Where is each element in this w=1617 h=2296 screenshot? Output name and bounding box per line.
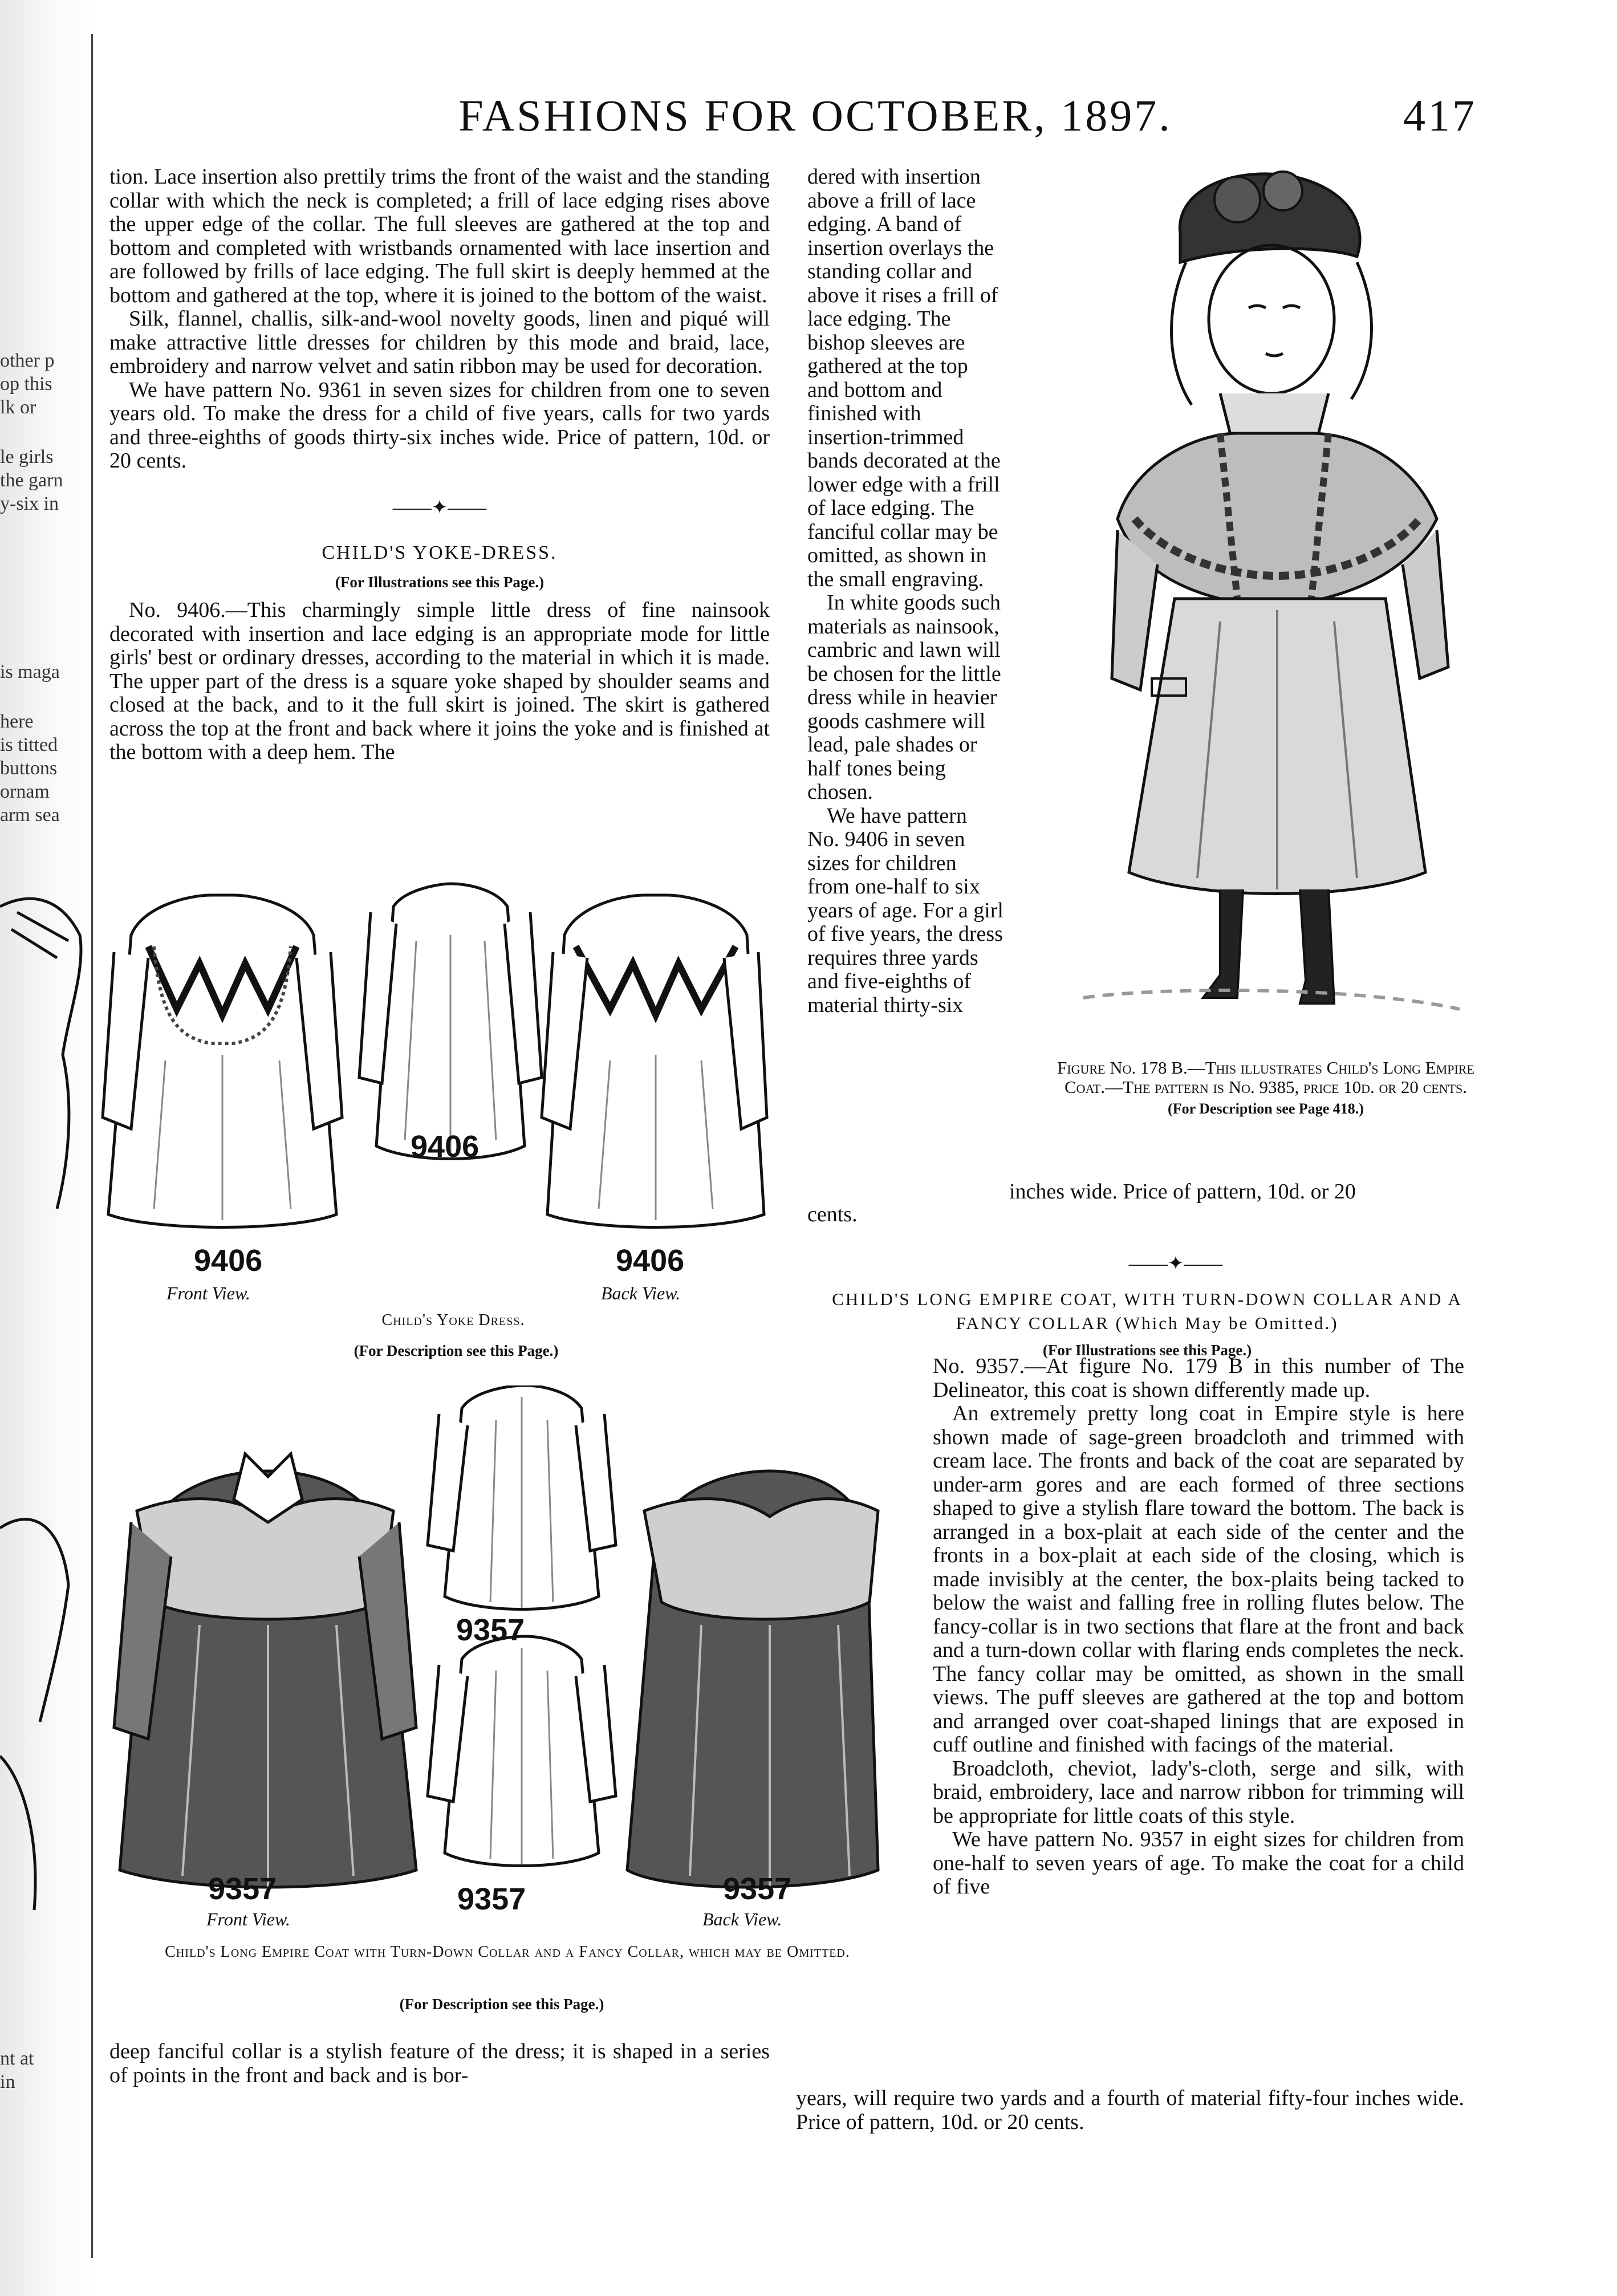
illustration-reference: (For Illustrations see this Page.) [1042, 1341, 1252, 1359]
paragraph: We have pattern No. 9357 in eight sizes for children from one-half to seven years of age. To make the coat for a child of five [933, 1827, 1464, 1899]
fragment-line: y-six in [0, 493, 59, 514]
illustration-reference: (For Illustrations see this Page.) [335, 573, 545, 591]
paragraph: Silk, flannel, challis, silk-and-wool novelty goods, linen and piqué will make attractive little dresses for children by this mode and braid, lace, embroidery and narrow velvet and satin ribbon may be used for decoration. [109, 307, 770, 378]
description-reference: (For Description see this Page.) [399, 1996, 604, 2013]
section-divider: ——✦—— [392, 497, 487, 518]
left-fragment-bottom [0, 2047, 91, 2094]
left-fragment-middle [0, 660, 91, 827]
column-right-body [933, 1355, 1464, 1899]
paragraph: dered with insertion above a frill of lace edging. A band of insertion overlays the standing collar and above it rises a frill of lace edging. The bishop sleeves are gathered at the top and bottom and finished with insertion-trimmed bands decorated at the lower edge with a frill of lace edging. The fanciful collar may be omitted, as shown in the small engraving. [807, 165, 1001, 591]
pattern-number-label: 9357 [208, 1872, 277, 1906]
fragment-line: buttons [0, 758, 58, 779]
paragraph: In white goods such materials as nainsook, cambric and lawn will be chosen for the little dress while in heavier goods cashmere will lead, pale shades or half tones being chosen. [807, 591, 1001, 804]
yoke-dress-illustrations [97, 872, 770, 1271]
section-title: CHILD'S LONG EMPIRE COAT, WITH TURN-DOWN COLLAR AND A FANCY COLLAR (Which May be Omitted.) [832, 1289, 1462, 1333]
section-title: CHILD'S YOKE-DRESS. [322, 542, 558, 563]
fragment-line: is titted [0, 734, 58, 755]
pattern-number-label: 9406 [411, 1129, 480, 1164]
paragraph: No. 9406.—This charmingly simple little dress of fine nainsook decorated with insertion and lace edging is an appropriate mode for little girls' best or ordinary dresses, according to the material in which it is made. The upper part of the dress is a square yoke shaped by shoulder seams and closed at the back, and to it the full skirt is joined. The skirt is gathered across the top at the front and back where it joins the yoke and is finished at the bottom with a deep hem. The [109, 598, 770, 764]
back-view-label: Back View. [601, 1283, 681, 1303]
paragraph: No. 9357.—At figure No. 179 B in this number of The Delineator, this coat is shown differently made up. [933, 1354, 1464, 1402]
column-left [109, 165, 770, 765]
front-view-label: Front View. [206, 1909, 290, 1929]
paragraph: We have pattern No. 9406 in seven sizes for children from one-half to six years of age. For a girl of five years, the dress requires three yards and five-eighths of material thirty-six [807, 803, 1003, 1017]
fragment-line: arm sea [0, 804, 60, 826]
column-right-tail [796, 2087, 1464, 2134]
paragraph: tion. Lace insertion also prettily trims the front of the waist and the standing collar with which the neck is completed; a frill of lace edging rises above the upper edge of the collar. The full sleeves are gathered at the top and bottom and completed with wristbands ornamented with lace insertion and are followed by frills of lace edging. The full skirt is deeply hemmed at the bottom and gathered at the top, where it is joined to the bottom of the waist. [109, 165, 770, 307]
page-number: 417 [1403, 91, 1477, 140]
column-bottom-left [109, 2040, 770, 2087]
back-view-label: Back View. [702, 1909, 782, 1929]
paragraph: We have pattern No. 9361 in seven sizes for children from one to seven years old. To make the dress for a child of five years, calls for two yards and three-eighths of goods thirty-six inches wide. Price of pattern, 10d. or 20 cents. [109, 377, 770, 473]
description-reference: (For Description see this Page.) [354, 1342, 559, 1359]
plate-caption: Child's Long Empire Coat with Turn-Down Collar and a Fancy Collar, which may be Omitted. [165, 1943, 850, 1961]
paragraph: years, will require two yards and a fourth of material fifty-four inches wide. Price of pattern, 10d. or 20 cents. [796, 2086, 1464, 2134]
column-right [830, 1252, 1464, 1368]
figure-178b-illustration [1049, 165, 1482, 1043]
text-line: cents. [807, 1202, 858, 1226]
figure-caption-text: Figure No. 178 B.—This illustrates Child's Long Empire Coat.—The pattern is No. 9385, price 10d. or 20 cents. [1057, 1058, 1474, 1097]
column-middle-tail [1009, 1180, 1471, 1204]
paragraph: An extremely pretty long coat in Empire style is here shown made of sage-green broadcloth and trimmed with cream lace. The fronts and back of the coat are separated by under-arm gores and are each formed of three sections shaped to give a stylish flare toward the bottom. The back is arranged in a box-plait at each side of the center and the fronts in a box-plait at each side of the closing, which is made invisibly at the center, the box-plaits being tacked to below the waist and falling free in rolling flutes below. The fancy-collar is in two sections that flare at the front and back and a turn-down collar with flaring ends completes the neck. The fancy collar may be omitted, as shown in the small views. The puff sleeves are gathered at the top and bottom and arranged over coat-shaped linings that are exposed in cuff outline and finished with facings of the material. [933, 1401, 1464, 1757]
text-line: inches wide. Price of pattern, 10d. or 20 [1009, 1180, 1356, 1204]
fragment-line: op this [0, 373, 52, 395]
fragment-line: ornam [0, 781, 50, 802]
pattern-number-label: 9406 [194, 1244, 263, 1278]
fragment-line: here [0, 711, 34, 732]
fragment-line: lk or [0, 397, 36, 418]
column-middle-end [807, 1203, 978, 1227]
figure-178b-caption [1043, 1058, 1488, 1119]
plate-caption: Child's Yoke Dress. [381, 1311, 525, 1329]
front-view-label: Front View. [166, 1283, 250, 1303]
fragment-line: in [0, 2071, 15, 2092]
fragment-line: nt at [0, 2048, 34, 2069]
section-divider: ——✦—— [1128, 1253, 1223, 1274]
pattern-number-label: 9357 [456, 1613, 525, 1647]
description-reference: (For Description see Page 418.) [1168, 1100, 1364, 1117]
fragment-line: is maga [0, 661, 60, 682]
left-fragment-upper [0, 349, 91, 515]
fragment-line: other p [0, 350, 55, 371]
left-page-figure-fragments [0, 867, 91, 1978]
column-middle [807, 165, 1003, 1017]
paragraph: Broadcloth, cheviot, lady's-cloth, serge and silk, with braid, embroidery, lace and narrow ribbon for trimming will be appropriate for little coats of this style. [933, 1756, 1464, 1828]
pattern-number-label: 9406 [616, 1244, 685, 1278]
pattern-number-label: 9357 [723, 1872, 792, 1906]
page-edge-line [91, 34, 93, 2258]
page-running-title: FASHIONS FOR OCTOBER, 1897. [458, 91, 1172, 140]
fragment-line: the garn [0, 470, 63, 491]
paragraph: deep fanciful collar is a stylish feature of the dress; it is shaped in a series of points in the front and back and is bor- [109, 2039, 770, 2087]
pattern-number-label: 9357 [457, 1882, 526, 1916]
fragment-line: le girls [0, 446, 54, 468]
